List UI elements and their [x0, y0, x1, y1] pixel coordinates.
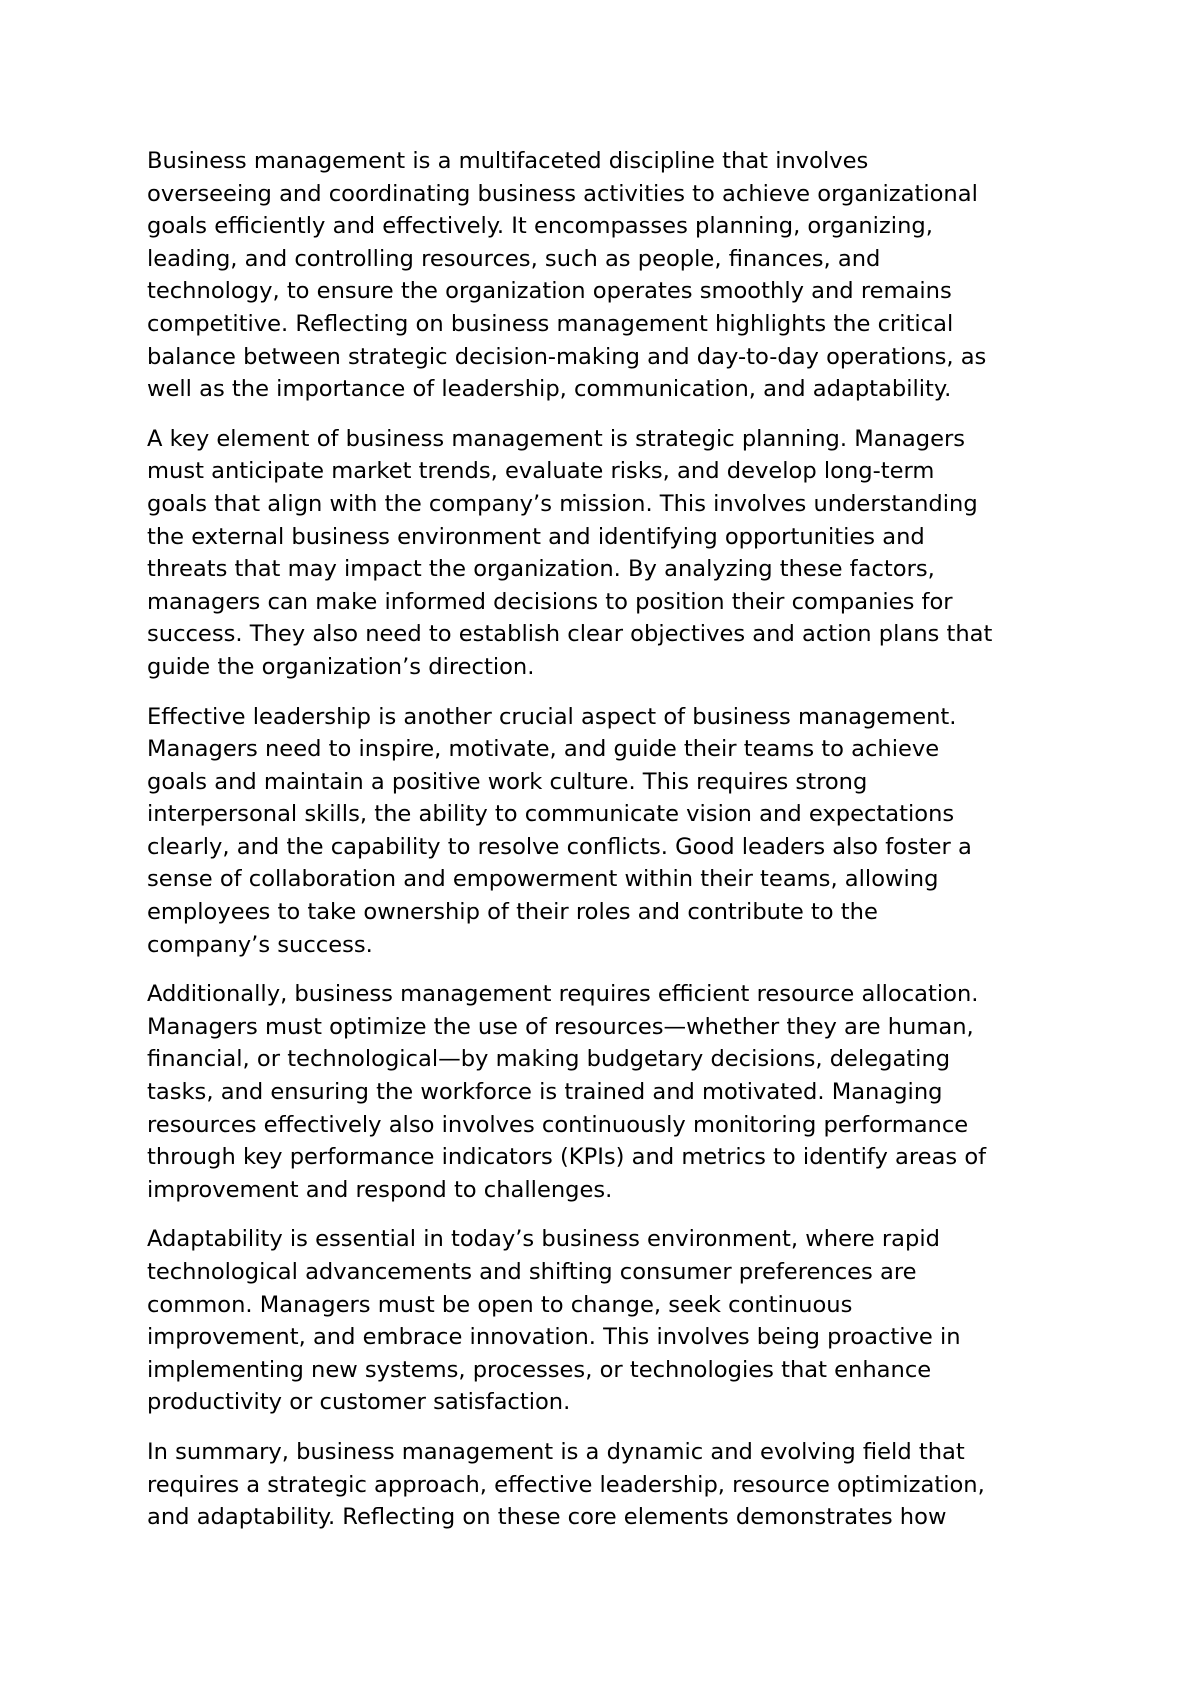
text-line: overseeing and coordinating business activities to achieve organizational — [147, 180, 978, 207]
text-line: Managers need to inspire, motivate, and guide their teams to achieve — [147, 736, 940, 763]
text-line: Adaptability is essential in today’s business environment, where rapid — [147, 1226, 940, 1253]
text-line: A key element of business management is strategic planning. Managers — [147, 425, 966, 452]
text-line: success. They also need to establish clear objectives and action plans that — [147, 621, 993, 648]
text-line: must anticipate market trends, evaluate risks, and develop long-term — [147, 458, 935, 485]
text-line: sense of collaboration and empowerment within their teams, allowing — [147, 866, 939, 893]
text-line: Managers must optimize the use of resources—whether they are human, — [147, 1013, 974, 1040]
paragraph-intro — [147, 145, 1067, 406]
text-line: In summary, business management is a dynamic and evolving field that — [147, 1438, 965, 1465]
text-line: company’s success. — [147, 931, 373, 958]
text-line: technology, to ensure the organization operates smoothly and remains — [147, 278, 952, 305]
text-line: requires a strategic approach, effective leadership, resource optimization, — [147, 1471, 985, 1498]
text-line: financial, or technological—by making budgetary decisions, delegating — [147, 1046, 951, 1073]
text-line: productivity or customer satisfaction. — [147, 1389, 571, 1416]
text-line: common. Managers must be open to change, seek continuous — [147, 1291, 853, 1318]
text-line: threats that may impact the organization. By analyzing these factors, — [147, 556, 935, 583]
paragraph-resource-allocation — [147, 978, 1067, 1206]
text-line: leading, and controlling resources, such as people, finances, and — [147, 245, 881, 272]
text-line: improvement and respond to challenges. — [147, 1176, 613, 1203]
text-line: technological advancements and shifting consumer preferences are — [147, 1259, 917, 1285]
text-line: employees to take ownership of their roles and contribute to the — [147, 899, 878, 926]
text-line: balance between strategic decision-making and day-to-day operations, as — [147, 343, 987, 370]
text-line: interpersonal skills, the ability to communicate vision and expectations — [147, 801, 955, 828]
text-line: guide the organization’s direction. — [147, 653, 535, 680]
document-body — [147, 145, 1067, 1551]
text-line: resources effectively also involves continuously monitoring performance — [147, 1111, 969, 1138]
text-line: goals that align with the company’s mission. This involves understanding — [147, 490, 978, 517]
text-line: Additionally, business management requires efficient resource allocation. — [147, 981, 979, 1008]
text-line: well as the importance of leadership, communication, and adaptability. — [147, 376, 952, 403]
text-line: improvement, and embrace innovation. This involves being proactive in — [147, 1324, 961, 1351]
text-line: goals efficiently and effectively. It encompasses planning, organizing, — [147, 213, 933, 240]
text-line: and adaptability. Reflecting on these core elements demonstrates how — [147, 1504, 947, 1531]
text-line: tasks, and ensuring the workforce is trained and motivated. Managing — [147, 1079, 943, 1106]
paragraph-summary — [147, 1436, 1067, 1534]
text-line: through key performance indicators (KPIs) and metrics to identify areas of — [147, 1144, 987, 1171]
text-line: Business management is a multifaceted discipline that involves — [147, 148, 869, 174]
text-line: clearly, and the capability to resolve conflicts. Good leaders also foster a — [147, 833, 972, 860]
text-line: managers can make informed decisions to position their companies for — [147, 588, 953, 615]
paragraph-adaptability — [147, 1223, 1067, 1419]
text-line: the external business environment and identifying opportunities and — [147, 523, 925, 550]
paragraph-leadership — [147, 701, 1067, 962]
text-line: Effective leadership is another crucial aspect of business management. — [147, 703, 957, 730]
paragraph-strategic-planning — [147, 423, 1067, 684]
text-line: goals and maintain a positive work culture. This requires strong — [147, 768, 868, 795]
text-line: competitive. Reflecting on business management highlights the critical — [147, 310, 954, 337]
text-line: implementing new systems, processes, or technologies that enhance — [147, 1356, 932, 1383]
